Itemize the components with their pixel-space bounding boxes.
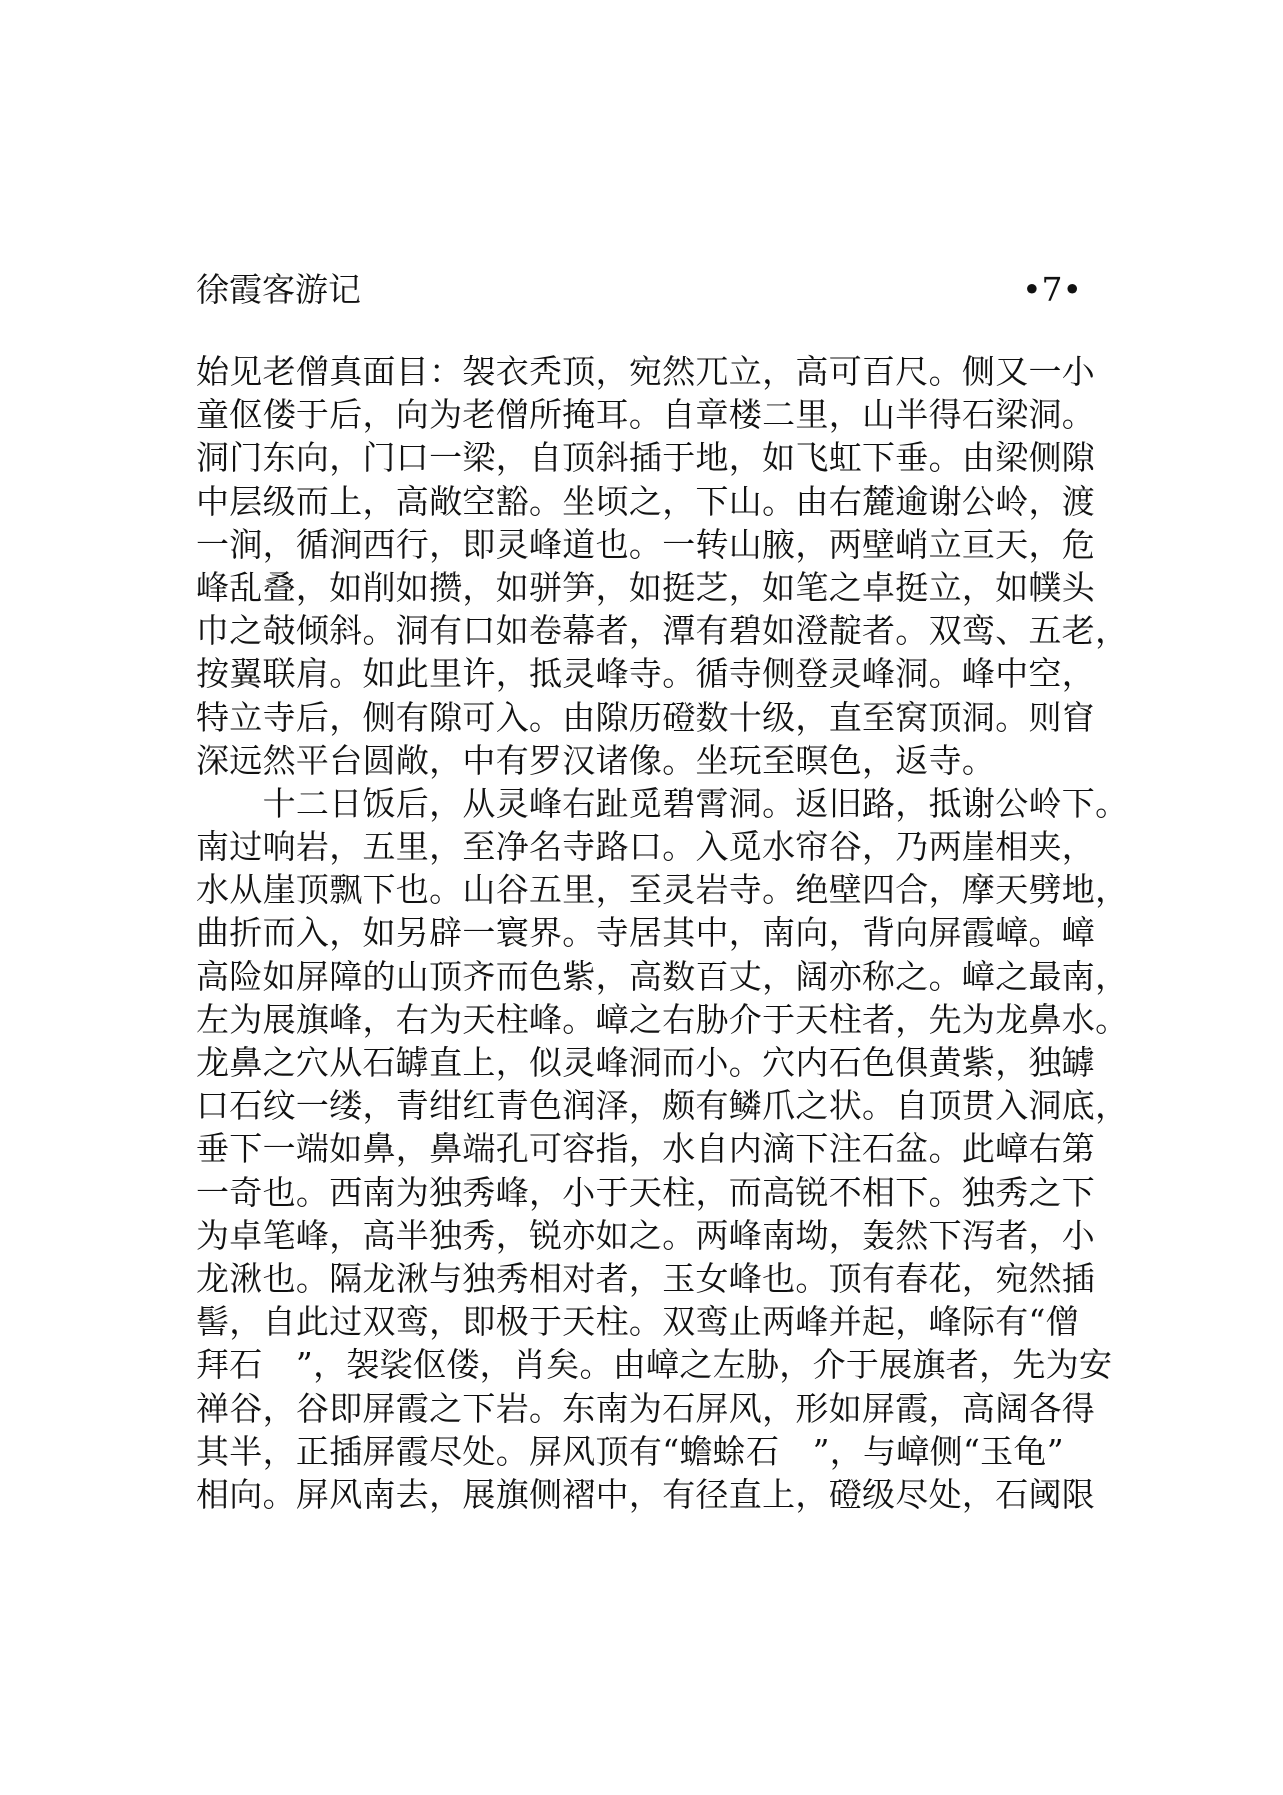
text-line: 巾之攲倾斜。洞有口如卷幕者，潭有碧如澄靛者。双鸾、五老，	[196, 611, 1129, 651]
page-number: •7•	[1022, 270, 1082, 309]
text-line: 按翼联肩。如此里许，抵灵峰寺。循寺侧登灵峰洞。峰中空，	[196, 654, 1096, 694]
text-line: 龙湫也。隔龙湫与独秀相对者，玉女峰也。顶有春花，宛然插	[196, 1258, 1096, 1298]
text-line: 始见老僧真面目：袈衣秃顶，宛然兀立，高可百尺。侧又一小	[196, 352, 1096, 391]
text-line: 高险如屏障的山顶齐而色紫，高数百丈，阔亦称之。嶂之最南，	[196, 956, 1129, 996]
text-line: 为卓笔峰，高半独秀，锐亦如之。两峰南坳，轰然下泻者，小	[196, 1215, 1096, 1255]
text-line: 龙鼻之穴从石罅直上，似灵峰洞而小。穴内石色俱黄紫，独罅	[196, 1043, 1096, 1082]
text-line: 南过响岩，五里，至净名寺路口。入觅水帘谷，乃两崖相夹，	[196, 827, 1096, 867]
text-line: 童伛偻于后，向为老僧所掩耳。自章楼二里，山半得石梁洞。	[196, 395, 1096, 435]
text-line: 特立寺后，侧有隙可入。由隙历磴数十级，直至窝顶洞。则窅	[196, 697, 1096, 737]
text-line: 一涧，循涧西行，即灵峰道也。一转山腋，两壁峭立亘天，危	[196, 524, 1096, 564]
text-line: 曲折而入，如另辟一寰界。寺居其中，南向，背向屏霞嶂。嶂	[196, 913, 1096, 953]
body-text	[196, 350, 1129, 1516]
book-title: 徐霞客游记	[196, 270, 361, 309]
text-line: 左为展旗峰，右为天柱峰。嶂之右胁介于天柱者，先为龙鼻水。	[196, 999, 1129, 1039]
text-line: 相向。屏风南去，展旗侧褶中，有径直上，磴级尽处，石阈限	[196, 1474, 1096, 1514]
text-line: 其半，正插屏霞尽处。屏风顶有“蟾蜍石 ”，与嶂侧“玉龟”	[196, 1431, 1064, 1471]
text-line: 中层级而上，高敞空豁。坐顷之，下山。由右麓逾谢公岭，渡	[196, 481, 1096, 521]
text-line: 一奇也。西南为独秀峰，小于天柱，而高锐不相下。独秀之下	[196, 1172, 1096, 1212]
text-line: 垂下一端如鼻，鼻端孔可容指，水自内滴下注石盆。此嶂右第	[196, 1129, 1096, 1169]
text-line: 口石纹一缕，青绀红青色润泽，颇有鳞爪之状。自顶贯入洞底，	[196, 1086, 1129, 1126]
text-line: 洞门东向，门口一梁，自顶斜插于地，如飞虹下垂。由梁侧隙	[196, 438, 1096, 478]
text-line: 水从崖顶飘下也。山谷五里，至灵岩寺。绝壁四合，摩天劈地，	[196, 870, 1129, 910]
text-line: 深远然平台圆敞，中有罗汉诸像。坐玩至暝色，返寺。	[196, 740, 996, 780]
text-line: 十二日饭后，从灵峰右趾觅碧霄洞。返旧路，抵谢公岭下。	[196, 783, 1129, 823]
page-header	[196, 265, 1082, 315]
text-line: 髻，自此过双鸾，即极于天柱。双鸾止两峰并起，峰际有“僧	[196, 1302, 1079, 1342]
text-line: 峰乱叠，如削如攒，如骈笋，如挺芝，如笔之卓挺立，如幞头	[196, 567, 1096, 607]
text-line: 禅谷，谷即屏霞之下岩。东南为石屏风，形如屏霞，高阔各得	[196, 1388, 1096, 1428]
text-line: 拜石 ”，袈裟伛偻，肖矣。由嶂之左胁，介于展旗者，先为安	[196, 1345, 1113, 1385]
